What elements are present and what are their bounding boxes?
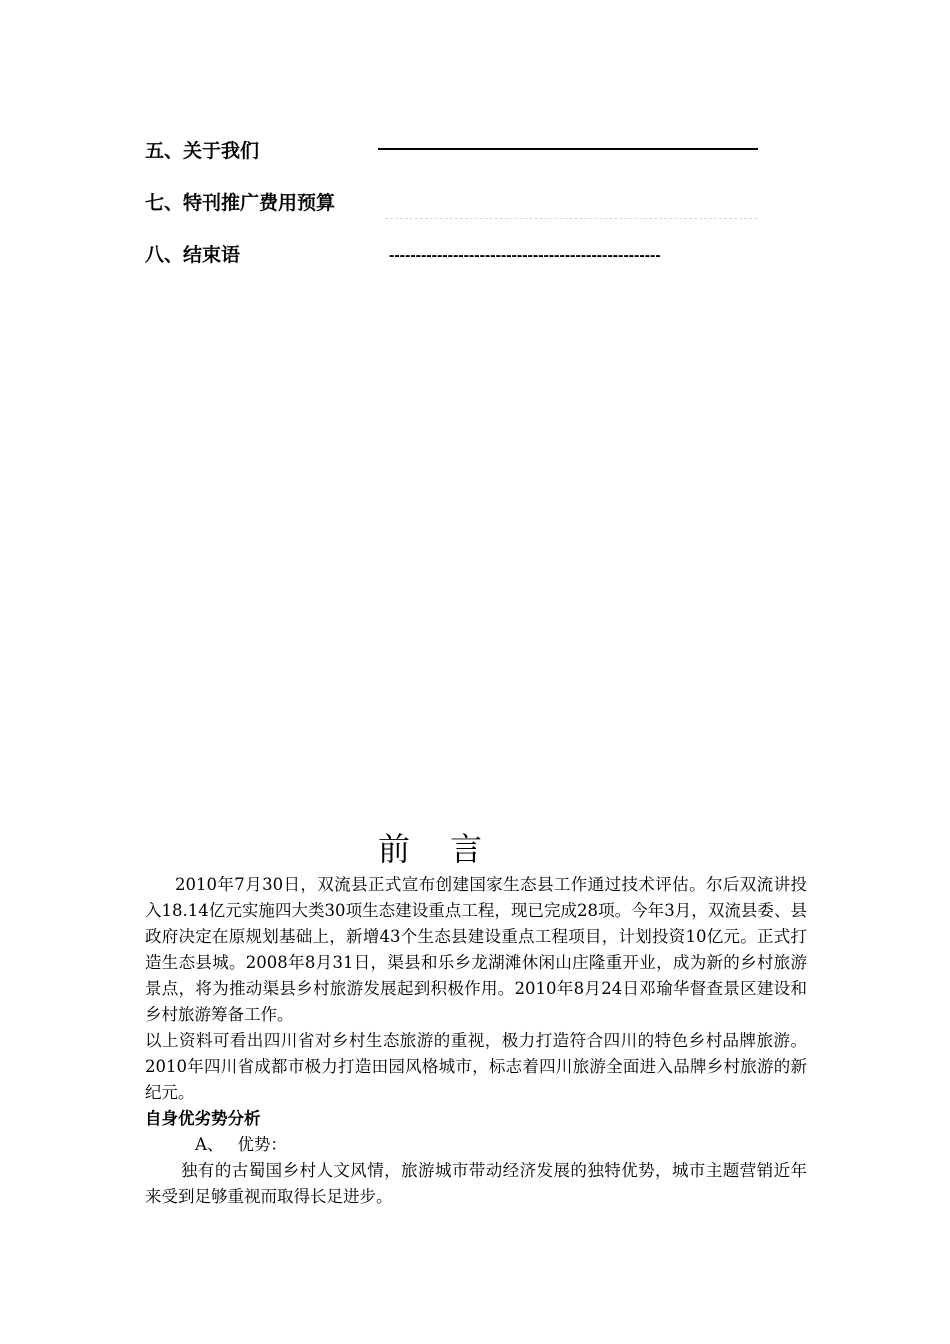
advantage-subheading <box>145 1132 807 1158</box>
toc-entry-label: 七、特刊推广费用预算 <box>145 192 336 214</box>
toc-entry-about-us[interactable] <box>145 134 785 186</box>
preface-paragraph: 2010年7月30日，双流县正式宣布创建国家生态县工作通过技术评估。尔后双流讲投入18.14亿元实施四大类30项生态建设重点工程，现已完成28项。今年3月，双流县委、县政府决定在原规划基础上，新增43个生态县建设重点工程项目，计划投资10亿元。正式打造生态县城。2008年8月31日，渠县和乐乡龙湖滩休闲山庄隆重开业，成为新的乡村旅游景点，将为推动渠县乡村旅游发展起到积极作用。2010年8月24日邓瑜华督查景区建设和乡村旅游筹备工作。 <box>145 875 807 1024</box>
toc-leader-line <box>378 148 758 150</box>
preface-title: 前言 <box>377 830 522 868</box>
toc-entry-label: 八、结束语 <box>145 244 241 266</box>
toc-leader-line <box>385 218 757 219</box>
toc-entry-label: 五、关于我们 <box>145 140 260 162</box>
preface-body <box>145 872 807 1210</box>
advantage-label: 优势： <box>237 1135 287 1154</box>
toc-entry-promotion-budget[interactable] <box>145 186 785 238</box>
list-marker: A、 <box>195 1135 224 1154</box>
table-of-contents <box>145 134 785 290</box>
toc-leader-dashes: --------------------------------------------------- <box>389 247 661 264</box>
toc-entry-conclusion[interactable] <box>145 238 785 290</box>
preface-paragraph: 以上资料可看出四川省对乡村生态旅游的重视，极力打造符合四川的特色乡村品牌旅游。2010年四川省成都市极力打造田园风格城市，标志着四川旅游全面进入品牌乡村旅游的新纪元。 <box>145 1031 807 1102</box>
section-heading: 自身优劣势分析 <box>145 1109 261 1128</box>
advantage-paragraph: 独有的古蜀国乡村人文风情，旅游城市带动经济发展的独特优势，城市主题营销近年来受到足够重视而取得长足进步。 <box>145 1161 807 1206</box>
